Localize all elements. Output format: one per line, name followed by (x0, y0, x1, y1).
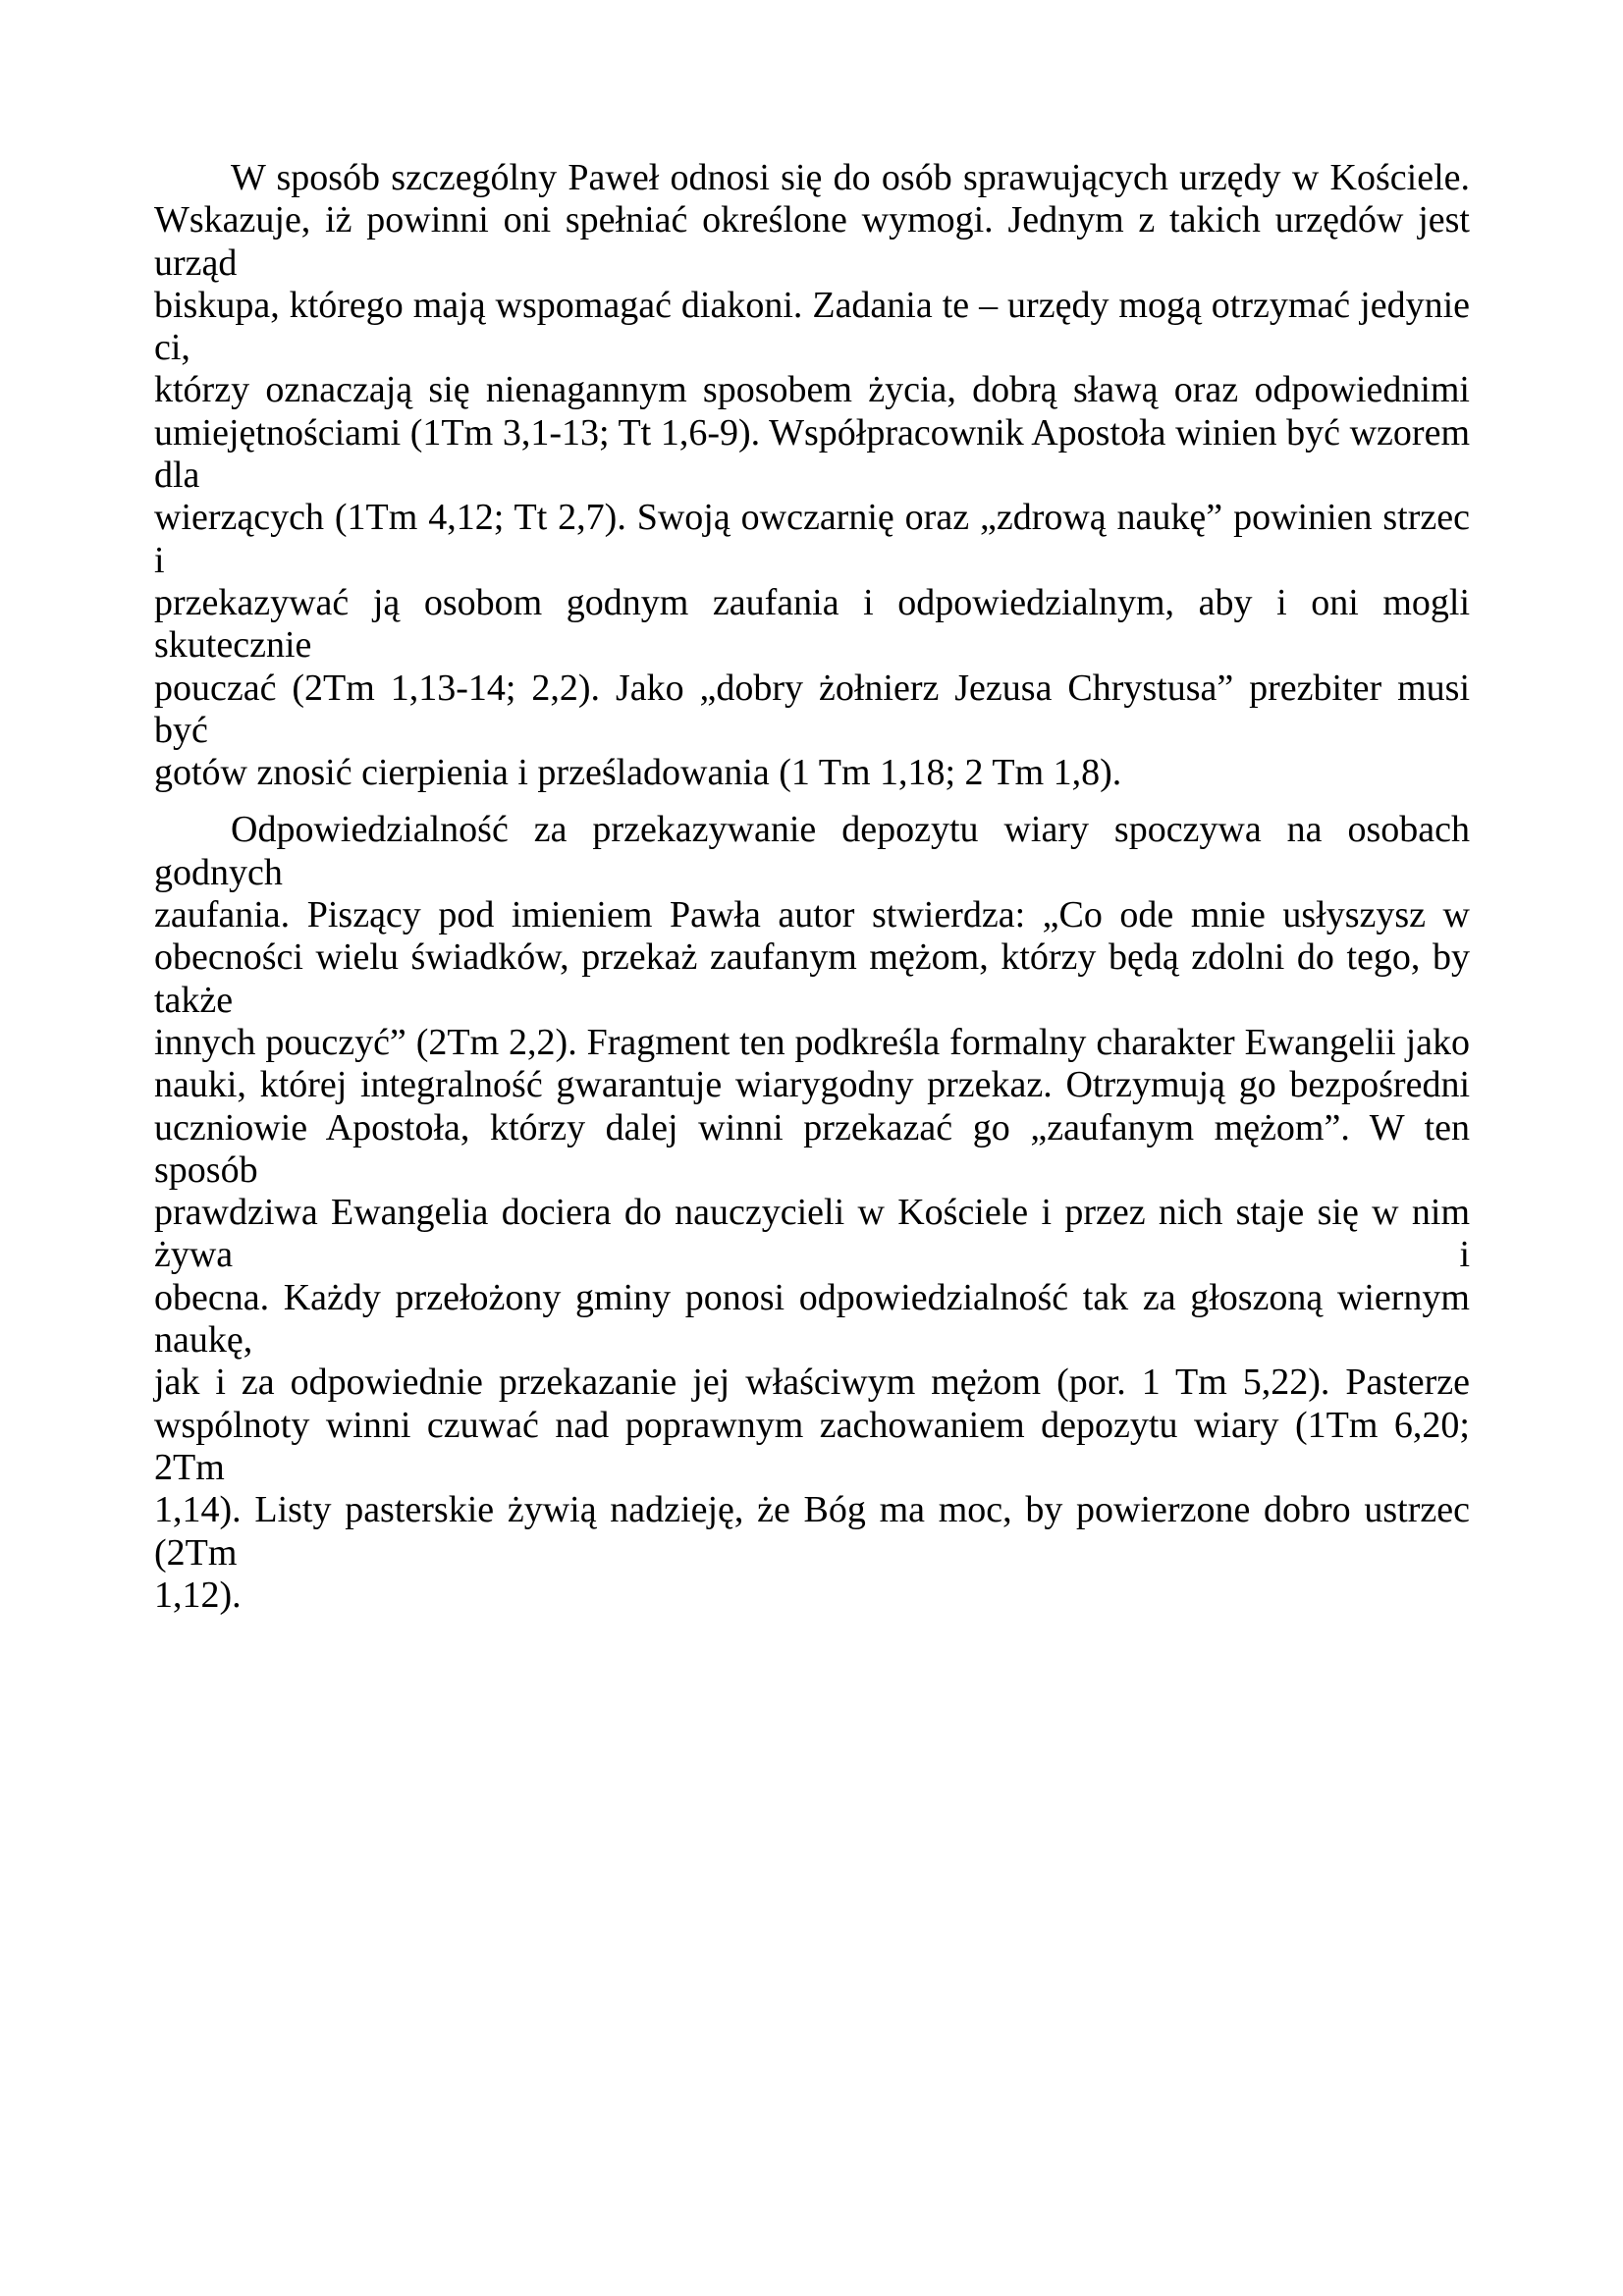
text-line: którzy oznaczają się nienagannym sposobem życia, dobrą sławą oraz odpowiednimi (154, 369, 1470, 411)
text-line: nauki, której integralność gwarantuje wiarygodny przekaz. Otrzymują go bezpośredni (154, 1064, 1470, 1106)
text-line: prawdziwa Ewangelia dociera do nauczycieli w Kościele i przez nich staje się w nim żywa i (154, 1192, 1470, 1276)
text-line: biskupa, którego mają wspomagać diakoni. Zadania te – urzędy mogą otrzymać jedynie ci, (154, 284, 1470, 369)
text-line: wspólnoty winni czuwać nad poprawnym zachowaniem depozytu wiary (1Tm 6,20; 2Tm (154, 1404, 1470, 1488)
text-line: pouczać (2Tm 1,13-14; 2,2). Jako „dobry żołnierz Jezusa Chrystusa” prezbiter musi być (154, 667, 1470, 751)
text-line: Odpowiedzialność za przekazywanie depozytu wiary spoczywa na osobach godnych (154, 809, 1470, 893)
text-line: 1,14). Listy pasterskie żywią nadzieję, że Bóg ma moc, by powierzone dobro ustrzec (2Tm (154, 1489, 1470, 1574)
text-line: wierzących (1Tm 4,12; Tt 2,7). Swoją owczarnię oraz „zdrową naukę” powinien strzec i (154, 497, 1470, 581)
text-block (154, 157, 1470, 1617)
paragraph-1 (154, 157, 1470, 794)
text-line: umiejętnościami (1Tm 3,1-13; Tt 1,6-9). Współpracownik Apostoła winien być wzorem dla (154, 411, 1470, 497)
paragraph-2 (154, 809, 1470, 1617)
text-line: przekazywać ją osobom godnym zaufania i odpowiedzialnym, aby i oni mogli skutecznie (154, 581, 1470, 667)
text-line: 1,12). (154, 1574, 242, 1616)
text-line: obecna. Każdy przełożony gminy ponosi odpowiedzialność tak za głoszoną wiernym naukę, (154, 1276, 1470, 1362)
text-line: obecności wielu świadków, przekaż zaufanym mężom, którzy będą zdolni do tego, by także (154, 936, 1470, 1021)
text-line: zaufania. Piszący pod imieniem Pawła autor stwierdza: „Co ode mnie usłyszysz w (154, 894, 1470, 936)
text-line: innych pouczyć” (2Tm 2,2). Fragment ten podkreśla formalny charakter Ewangelii jako (154, 1021, 1470, 1063)
text-line: gotów znosić cierpienia i prześladowania (1 Tm 1,18; 2 Tm 1,8). (154, 752, 1122, 794)
text-line: Wskazuje, iż powinni oni spełniać określone wymogi. Jednym z takich urzędów jest urząd (154, 199, 1470, 284)
text-line: uczniowie Apostoła, którzy dalej winni przekazać go „zaufanym mężom”. W ten sposób (154, 1106, 1470, 1191)
text-line: jak i za odpowiednie przekazanie jej właściwym mężom (por. 1 Tm 5,22). Pasterze (154, 1362, 1470, 1404)
text-line: W sposób szczególny Paweł odnosi się do osób sprawujących urzędy w Kościele. (231, 157, 1470, 198)
